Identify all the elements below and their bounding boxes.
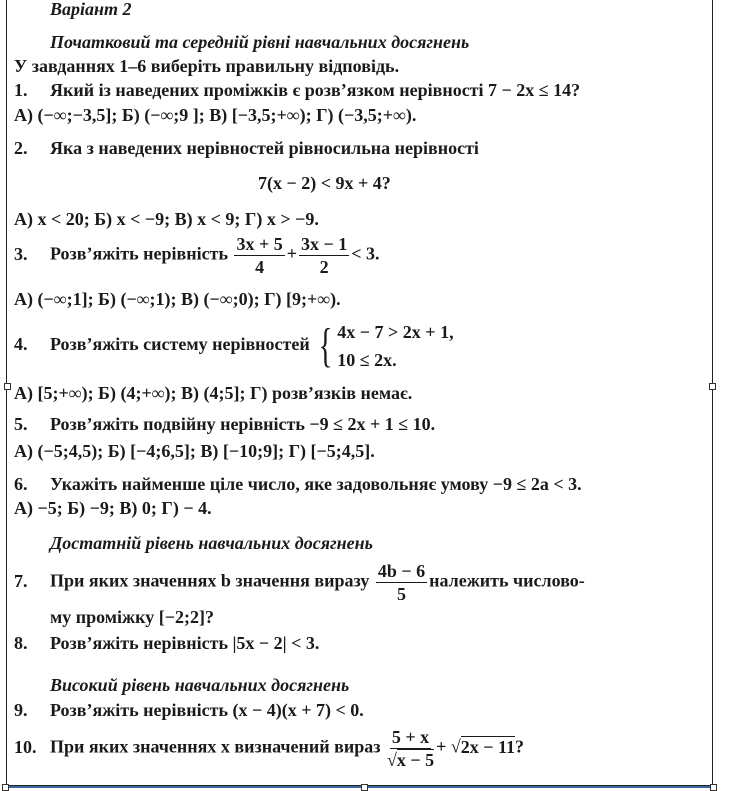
- question-10: 10. При яких значеннях x визначений вираз $\frac{5 + x}{√x - 5}$ + √2x − 11?: [14, 727, 524, 770]
- question-text: Яка з наведених нерівностей рівносильна нерівності: [50, 138, 479, 158]
- section-heading-high: Високий рівень навчальних досягнень: [50, 675, 350, 695]
- question-2: [14, 137, 479, 159]
- question-5: [14, 413, 435, 435]
- resize-handle-left[interactable]: [4, 383, 11, 390]
- question-text: При яких значеннях b значення виразу: [50, 570, 370, 591]
- question-number: 6.: [14, 474, 28, 494]
- question-text: Розв’яжіть нерівність: [50, 243, 228, 264]
- answers-4: A) [5;+∞); Б) (4;+∞); В) (4;5]; Г) розв’язків немає.: [14, 383, 413, 403]
- instruction: У завданнях 1–6 виберіть правильну відповідь.: [14, 56, 400, 76]
- question-number: 4.: [14, 334, 28, 355]
- question-number: 9.: [14, 700, 28, 720]
- question-text: При яких значеннях x визначений вираз: [50, 736, 381, 757]
- equation-2: 7(x − 2) < 9x + 4?: [258, 173, 391, 193]
- resize-handle-right[interactable]: [709, 383, 716, 390]
- answers-5: A) (−5;4,5); Б) [−4;6,5]; В) [−10;9]; Г) [−5;4,5].: [14, 441, 375, 461]
- question-text: Розв’яжіть нерівність (x − 4)(x + 7) < 0.: [50, 700, 364, 720]
- resize-handle-bottom-left[interactable]: [2, 784, 9, 791]
- variant-title: Варіант 2: [50, 0, 132, 19]
- question-6: [14, 473, 582, 495]
- fraction: $\frac{5 + x}{√x - 5}$: [386, 727, 435, 770]
- question-number: 5.: [14, 414, 28, 434]
- question-number: 3.: [14, 243, 28, 264]
- question-1: [14, 79, 580, 101]
- question-text: Розв’яжіть подвійну нерівність −9 ≤ 2x + 1 ≤ 10.: [50, 414, 436, 434]
- answers-2: A) x < 20; Б) x < −9; В) x < 9; Г) x > −9.: [14, 209, 319, 229]
- answers-1: A) (−∞;−3,5]; Б) (−∞;9 ]; В) [−3,5;+∞); Г) (−3,5;+∞).: [14, 105, 417, 125]
- question-number: 1.: [14, 80, 28, 100]
- question-8: [14, 632, 319, 654]
- question-text: Який із наведених проміжків є розв’язком нерівності 7 − 2x ≤ 14?: [50, 80, 581, 100]
- question-text: Розв’яжіть нерівність |5x − 2| < 3.: [50, 633, 320, 653]
- question-number: 10.: [14, 736, 37, 757]
- inequality-system: { 4x − 7 > 2x + 1, 10 ≤ 2x.: [318, 319, 454, 372]
- resize-handle-bottom-right[interactable]: [710, 784, 717, 791]
- section-heading-sufficient: Достатній рівень навчальних досягнень: [50, 533, 373, 553]
- fraction: $\frac{3x + 5}{4}$: [236, 234, 283, 277]
- question-3: 3. Розв’яжіть нерівність $\frac{3x + 5}{4}$ + $\frac{3x - 1}{2}$ < 3.: [14, 234, 380, 277]
- question-7-cont: му проміжку [−2;2]?: [50, 607, 214, 627]
- question-9: [14, 699, 364, 721]
- section-heading-basic: Початковий та середній рівні навчальних досягнень: [50, 32, 470, 52]
- resize-handle-bottom[interactable]: [361, 784, 368, 791]
- fraction: $\frac{4b - 6}{5}$: [377, 561, 426, 604]
- brace-icon: {: [318, 319, 333, 372]
- question-7: 7. При яких значеннях b значення виразу $\frac{4b - 6}{5}$ належить числово-: [14, 561, 585, 604]
- question-text: Розв’яжіть систему нерівностей: [50, 334, 310, 355]
- question-text: Укажіть найменше ціле число, яке задовольняє умову −9 ≤ 2a < 3.: [50, 474, 582, 494]
- fraction: $\frac{3x - 1}{2}$: [301, 234, 348, 277]
- bottom-rule: [6, 786, 714, 788]
- answers-3: A) (−∞;1]; Б) (−∞;1); В) (−∞;0); Г) [9;+∞).: [14, 289, 341, 309]
- question-number: 2.: [14, 138, 28, 158]
- question-number: 7.: [14, 570, 28, 591]
- answers-6: A) −5; Б) −9; В) 0; Г) − 4.: [14, 498, 212, 518]
- question-4: [14, 318, 454, 374]
- question-number: 8.: [14, 633, 28, 653]
